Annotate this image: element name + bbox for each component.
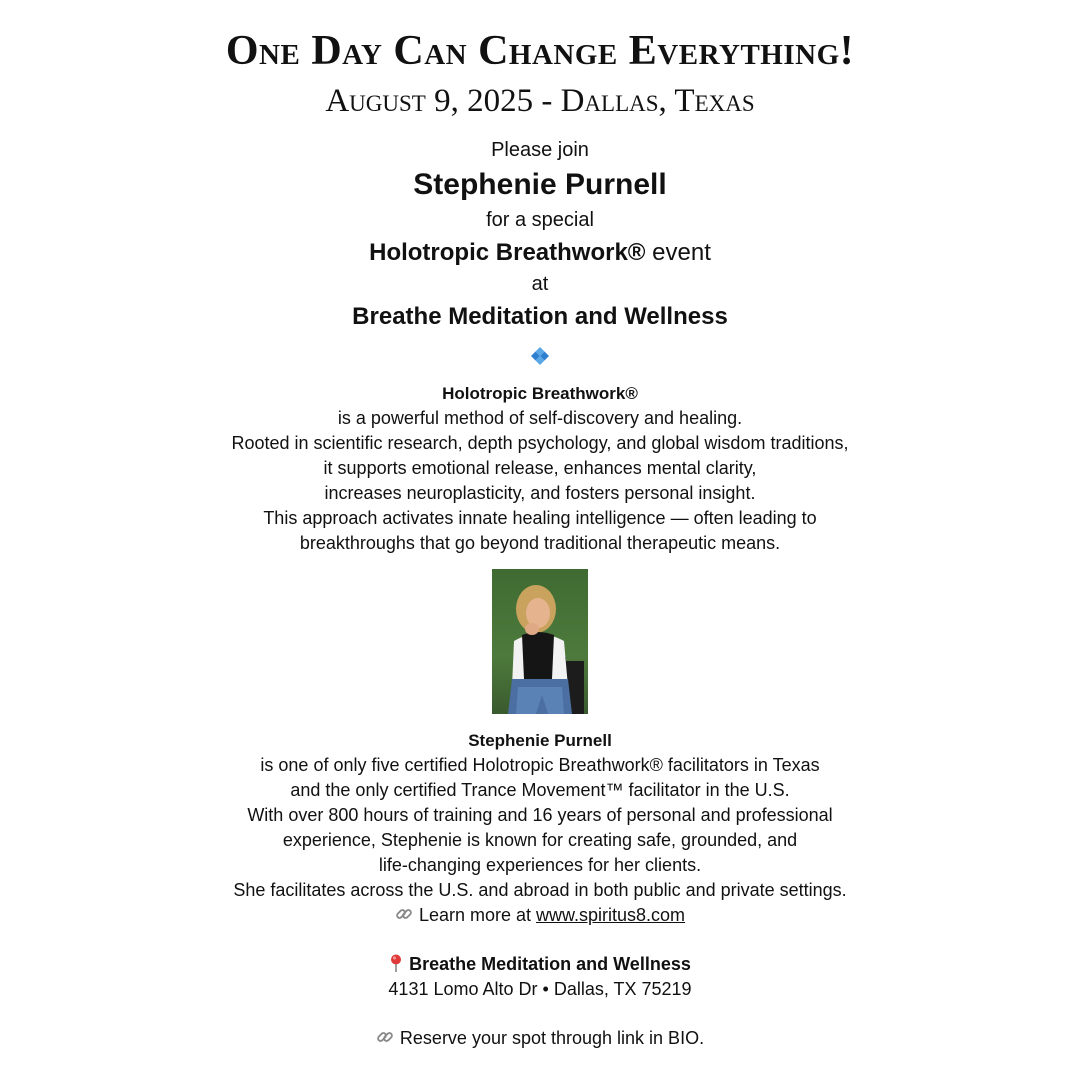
pin-icon xyxy=(389,954,403,972)
link-icon xyxy=(376,1028,394,1046)
location-line xyxy=(0,952,1080,977)
event-date-location: August 9, 2025 - Dallas, Texas xyxy=(325,83,755,119)
host-line: experience, Stephenie is known for creating safe, grounded, and xyxy=(282,830,798,850)
website-link[interactable]: www.spiritus8.com xyxy=(536,905,686,925)
host-heading: Stephenie Purnell xyxy=(468,731,612,750)
reserve-line xyxy=(0,1026,1080,1051)
host-line: With over 800 hours of training and 16 years of personal and professional xyxy=(247,805,833,825)
location-name: Breathe Meditation and Wellness xyxy=(409,954,691,974)
at-text: at xyxy=(531,273,549,295)
method-line: This approach activates innate healing intelligence — often leading to xyxy=(263,508,817,528)
learn-more-line xyxy=(0,903,1080,928)
method-line: it supports emotional release, enhances mental clarity, xyxy=(323,458,757,478)
link-icon xyxy=(395,905,413,923)
host-portrait-photo xyxy=(492,569,588,714)
method-heading: Holotropic Breathwork® xyxy=(442,384,638,403)
host-line: and the only certified Trance Movement™ facilitator in the U.S. xyxy=(290,780,790,800)
event-word: event xyxy=(645,239,711,266)
page-title: One Day Can Change Everything! xyxy=(225,28,855,74)
method-line: is a powerful method of self-discovery and healing. xyxy=(337,408,743,428)
method-line: Rooted in scientific research, depth psychology, and global wisdom traditions, xyxy=(231,433,849,453)
method-line: increases neuroplasticity, and fosters personal insight. xyxy=(324,483,756,503)
host-name: Stephenie Purnell xyxy=(413,168,667,201)
for-special-text: for a special xyxy=(486,209,594,231)
learn-more-text: Learn more at xyxy=(418,905,536,925)
host-line: life-changing experiences for her clients. xyxy=(378,855,702,875)
event-name: Holotropic Breathwork® xyxy=(369,239,646,266)
venue-name: Breathe Meditation and Wellness xyxy=(352,303,728,330)
method-line: breakthroughs that go beyond traditional therapeutic means. xyxy=(299,533,781,553)
host-line: She facilitates across the U.S. and abroad in both public and private settings. xyxy=(233,880,847,900)
please-join-text: Please join xyxy=(491,139,589,161)
location-address: 4131 Lomo Alto Dr • Dallas, TX 75219 xyxy=(388,979,692,999)
event-line xyxy=(0,237,1080,269)
diamond-icon xyxy=(531,347,549,365)
reserve-text: Reserve your spot through link in BIO. xyxy=(399,1028,705,1048)
host-line: is one of only five certified Holotropic Breathwork® facilitators in Texas xyxy=(260,755,820,775)
